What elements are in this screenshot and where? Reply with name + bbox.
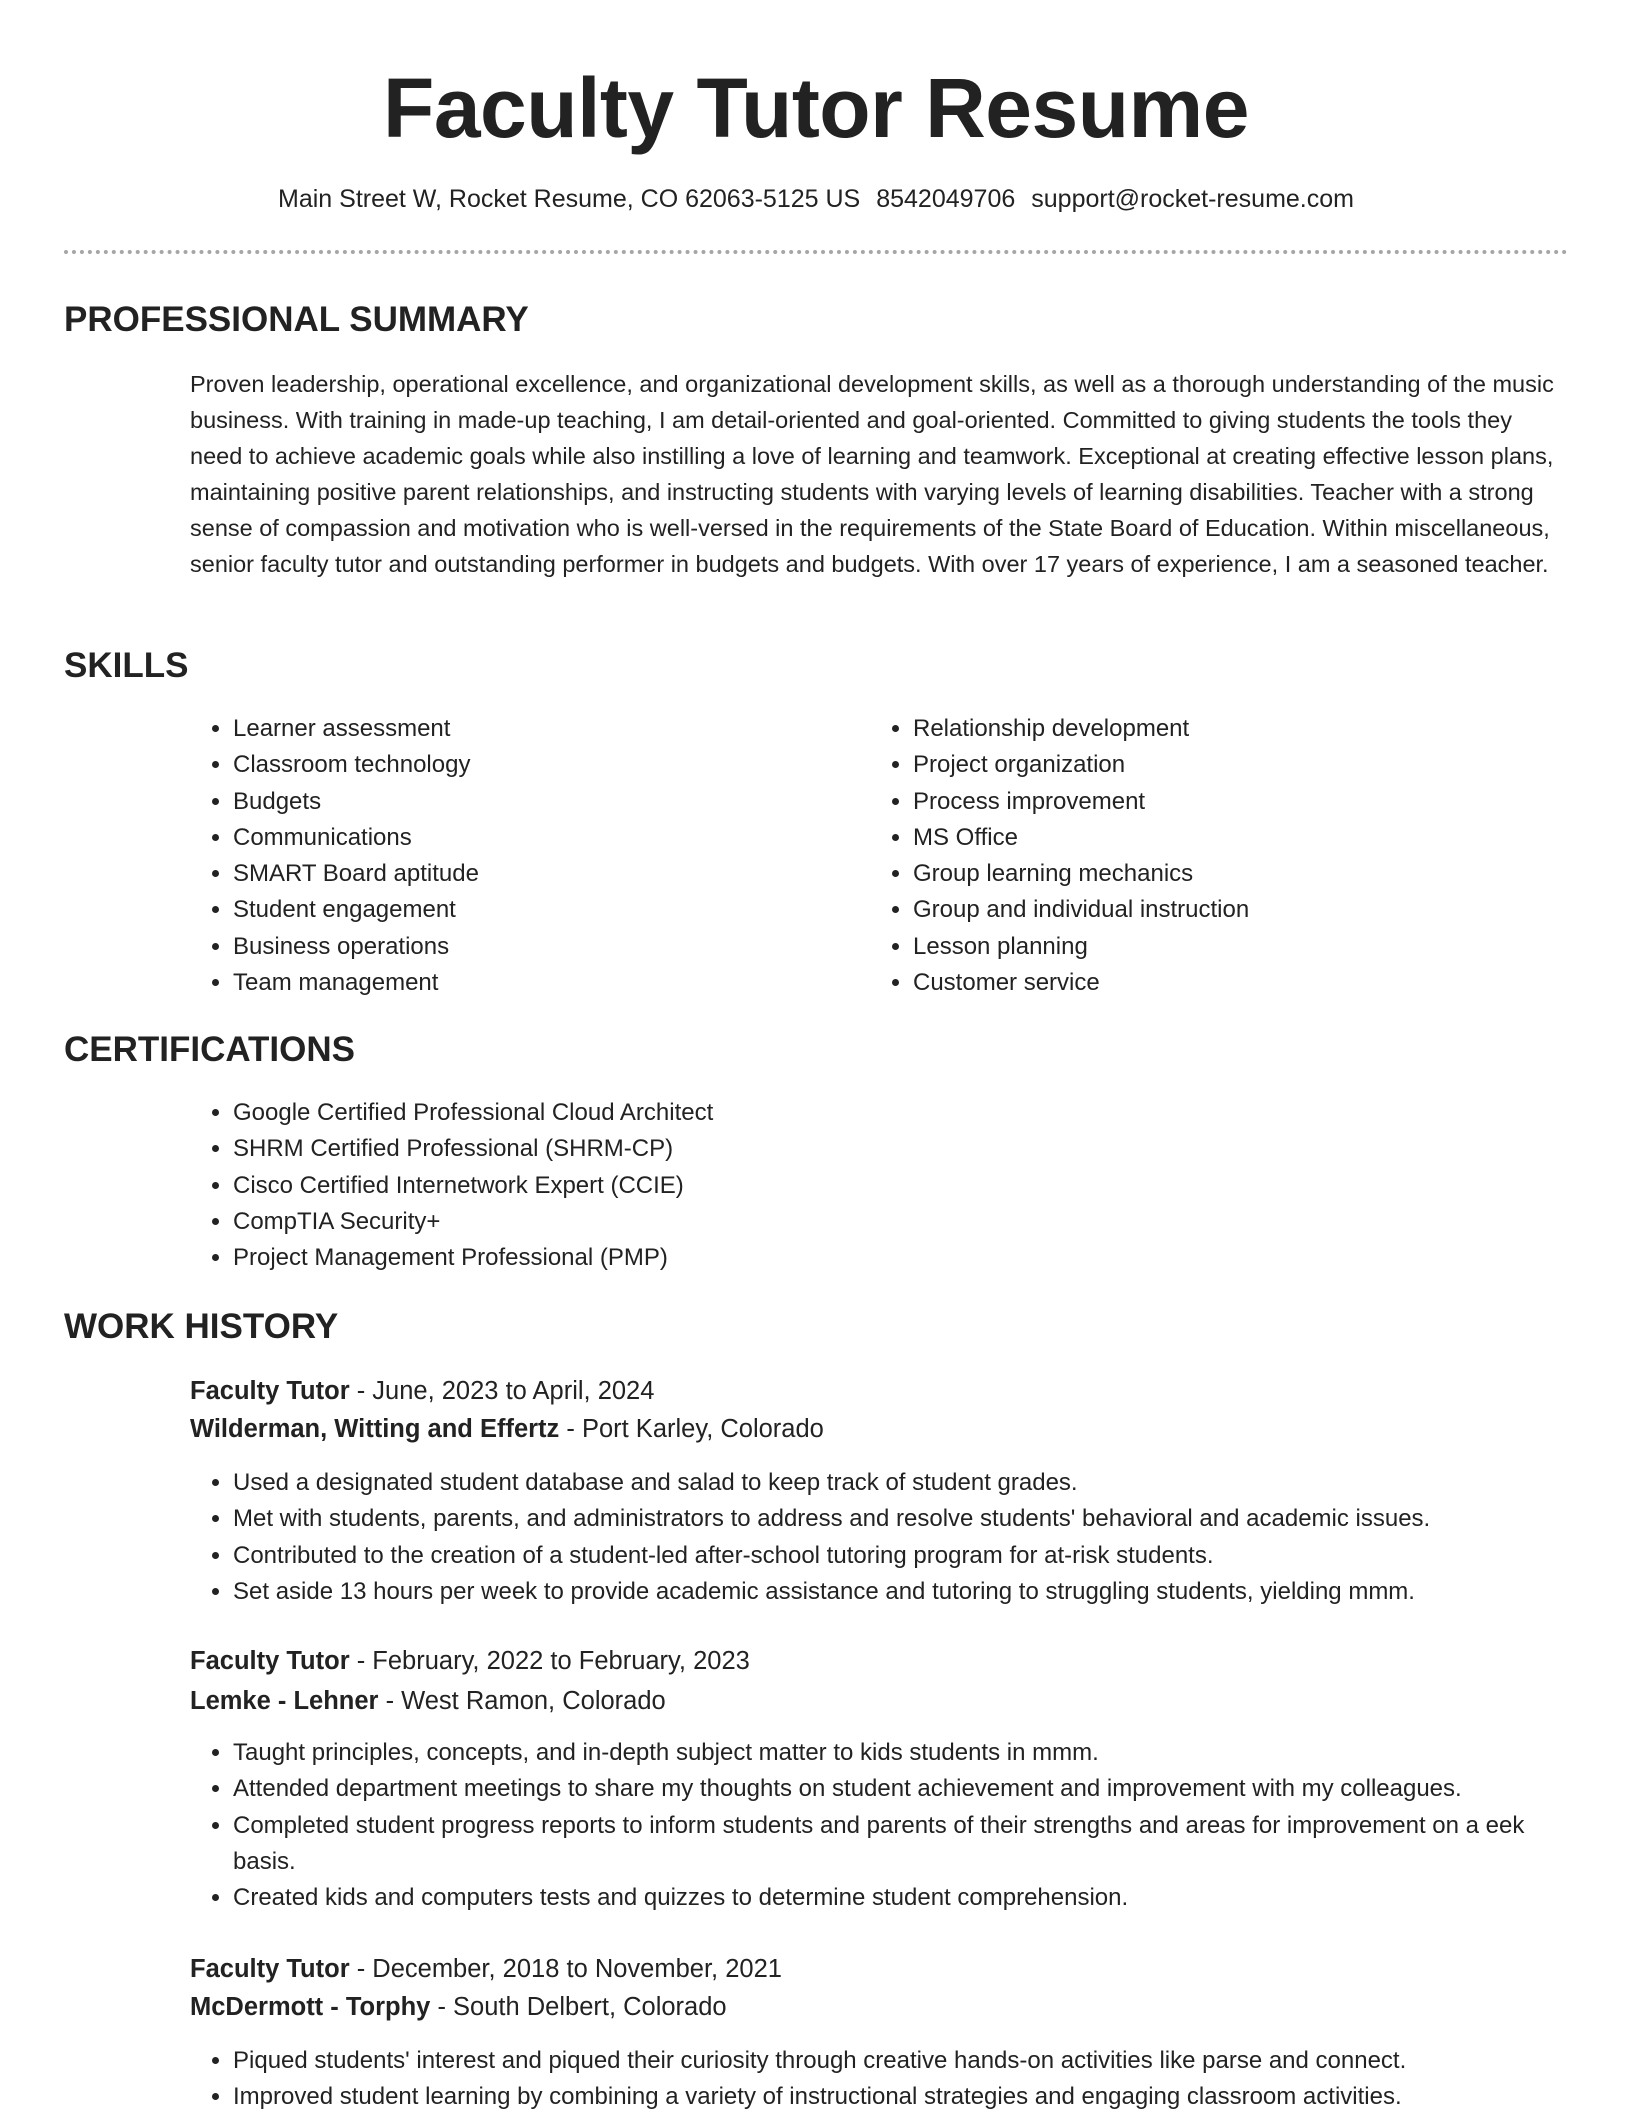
certification-item: • Project Management Professional (PMP) xyxy=(233,1240,1533,1276)
job-company-line xyxy=(190,1988,727,2026)
certification-item: • Cisco Certified Internetwork Expert (CCIE) xyxy=(233,1168,1533,1204)
job-company: Lemke - Lehner xyxy=(190,1687,379,1715)
job-duties-list xyxy=(190,2043,1623,2116)
certification-item: • CompTIA Security+ xyxy=(233,1204,1533,1240)
skill-item: • Customer service xyxy=(913,965,1593,1001)
section-heading-skills: SKILLS xyxy=(64,646,189,685)
skill-item: • Group learning mechanics xyxy=(913,856,1593,892)
skills-list-left xyxy=(190,711,853,1001)
job-duty-item: • Completed student progress reports to inform students and parents of their strengths and areas for improvement on a eek basis. xyxy=(233,1808,1593,1881)
skill-item: • Learner assessment xyxy=(233,711,853,747)
job-duty-item: • Contributed to the creation of a student-led after-school tutoring program for at-risk students. xyxy=(233,1538,1623,1574)
resume-title: Faculty Tutor Resume xyxy=(383,61,1249,155)
job-duties-list xyxy=(190,1735,1593,1916)
job-duty-item: • Created kids and computers tests and quizzes to determine student comprehension. xyxy=(233,1880,1593,1916)
skill-item: • Budgets xyxy=(233,784,853,820)
section-heading-certifications: CERTIFICATIONS xyxy=(64,1030,356,1069)
skills-list-right xyxy=(870,711,1593,1001)
certifications-list xyxy=(190,1095,1533,1276)
certification-item: • SHRM Certified Professional (SHRM-CP) xyxy=(233,1131,1533,1167)
skill-item: • Business operations xyxy=(233,929,853,965)
contact-phone: 8542049706 xyxy=(876,185,1016,213)
skill-item: • Student engagement xyxy=(233,892,853,928)
job-title: Faculty Tutor xyxy=(190,1377,350,1405)
job-duties-list xyxy=(190,1465,1623,1610)
job-title-line xyxy=(190,1372,654,1410)
contact-line xyxy=(0,182,1632,216)
job-title: Faculty Tutor xyxy=(190,1647,350,1675)
job-duty-item: • Used a designated student database and salad to keep track of student grades. xyxy=(233,1465,1623,1501)
skill-item: • Relationship development xyxy=(913,711,1593,747)
skill-item: • MS Office xyxy=(913,820,1593,856)
job-duty-item: • Attended department meetings to share my thoughts on student achievement and improvement with my colleagues. xyxy=(233,1771,1593,1807)
job-location: - Port Karley, Colorado xyxy=(559,1415,824,1443)
job-duty-item: • Taught principles, concepts, and in-depth subject matter to kids students in mmm. xyxy=(233,1735,1593,1771)
job-dates: - June, 2023 to April, 2024 xyxy=(349,1377,655,1405)
skill-item: • Classroom technology xyxy=(233,747,853,783)
job-company-line xyxy=(190,1682,666,1720)
job-title: Faculty Tutor xyxy=(190,1955,350,1983)
contact-email: support@rocket-resume.com xyxy=(1031,185,1354,213)
job-duty-item: • Set aside 13 hours per week to provide academic assistance and tutoring to struggling students, yielding mmm. xyxy=(233,1574,1623,1610)
section-heading-work-history: WORK HISTORY xyxy=(64,1307,339,1346)
skill-item: • SMART Board aptitude xyxy=(233,856,853,892)
job-dates: - February, 2022 to February, 2023 xyxy=(349,1647,750,1675)
certification-item: • Google Certified Professional Cloud Architect xyxy=(233,1095,1533,1131)
section-heading-summary: PROFESSIONAL SUMMARY xyxy=(64,300,529,339)
summary-text: Proven leadership, operational excellence, and organizational development skills, as well as a thorough understanding of the music business. With training in made-up teaching, I am detail-oriented and goal-oriented. Committed to giving students the tools they need to achieve academic goals while also instilling a love of learning and teamwork. Exceptional at creating effective lesson plans, maintaining positive parent relationships, and instructing students with varying levels of learning disabilities. Teacher with a strong sense of compassion and motivation who is well-versed in the requirements of the State Board of Education. Within miscellaneous, senior faculty tutor and outstanding performer in budgets and budgets. With over 17 years of experience, I am a seasoned teacher. xyxy=(190,371,1554,577)
job-title-line xyxy=(190,1642,750,1680)
job-company-line xyxy=(190,1410,824,1448)
job-duty-item: • Met with students, parents, and administrators to address and resolve students' behavioral and academic issues. xyxy=(233,1501,1623,1537)
header-divider xyxy=(64,250,1568,254)
job-company: Wilderman, Witting and Effertz xyxy=(190,1415,560,1443)
job-duty-item: • Improved student learning by combining a variety of instructional strategies and engaging classroom activities. xyxy=(233,2079,1623,2115)
job-title-line xyxy=(190,1950,782,1988)
job-dates: - December, 2018 to November, 2021 xyxy=(349,1955,782,1983)
skill-item: • Project organization xyxy=(913,747,1593,783)
job-location: - West Ramon, Colorado xyxy=(378,1687,666,1715)
skill-item: • Team management xyxy=(233,965,853,1001)
skill-item: • Lesson planning xyxy=(913,929,1593,965)
contact-address: Main Street W, Rocket Resume, CO 62063-5125 US xyxy=(278,185,861,213)
job-company: McDermott - Torphy xyxy=(190,1993,431,2021)
job-duty-item: • Piqued students' interest and piqued their curiosity through creative hands-on activities like parse and connect. xyxy=(233,2043,1623,2079)
skill-item: • Process improvement xyxy=(913,784,1593,820)
skill-item: • Communications xyxy=(233,820,853,856)
skill-item: • Group and individual instruction xyxy=(913,892,1593,928)
job-location: - South Delbert, Colorado xyxy=(430,1993,727,2021)
